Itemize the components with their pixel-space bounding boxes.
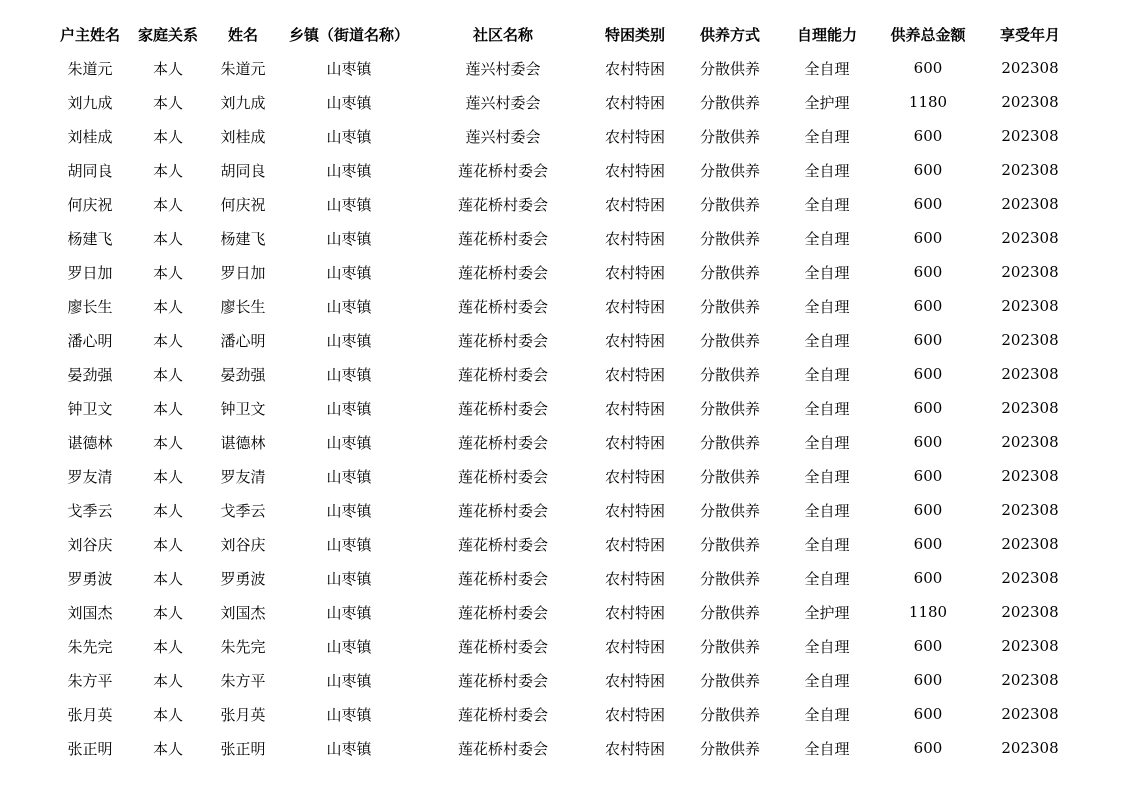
cell-town: 山枣镇 [326, 467, 372, 486]
cell-name: 刘九成 [220, 93, 266, 112]
table-row [50, 119, 1080, 153]
cell-town: 山枣镇 [326, 195, 372, 214]
cell-support-method: 分散供养 [699, 569, 760, 588]
cell-family-relation: 本人 [152, 229, 183, 248]
cell-name: 朱先完 [220, 637, 266, 656]
table-row [50, 459, 1080, 493]
cell-hardship-category: 农村特困 [604, 433, 665, 452]
cell-benefit-month: 202308 [1001, 263, 1059, 281]
cell-support-method: 分散供养 [699, 637, 760, 656]
cell-support-amount: 600 [913, 535, 943, 553]
cell-name: 罗日加 [220, 263, 266, 282]
cell-support-amount: 600 [913, 569, 943, 587]
cell-benefit-month: 202308 [1001, 671, 1059, 689]
cell-self-care-ability: 全自理 [804, 569, 850, 588]
cell-family-relation: 本人 [152, 195, 183, 214]
cell-name: 罗勇波 [220, 569, 266, 588]
cell-community: 莲花桥村委会 [457, 161, 548, 180]
header-family-relation: 家庭关系 [137, 25, 198, 44]
header-hardship-category: 特困类别 [604, 25, 665, 44]
cell-community: 莲花桥村委会 [457, 535, 548, 554]
cell-support-method: 分散供养 [699, 399, 760, 418]
cell-hardship-category: 农村特困 [604, 229, 665, 248]
cell-self-care-ability: 全自理 [804, 467, 850, 486]
cell-benefit-month: 202308 [1001, 705, 1059, 723]
header-support-method: 供养方式 [699, 25, 760, 44]
cell-self-care-ability: 全自理 [804, 365, 850, 384]
cell-benefit-month: 202308 [1001, 93, 1059, 111]
cell-benefit-month: 202308 [1001, 399, 1059, 417]
cell-name: 朱道元 [220, 59, 266, 78]
cell-hardship-category: 农村特困 [604, 263, 665, 282]
table-row [50, 153, 1080, 187]
cell-community: 莲花桥村委会 [457, 195, 548, 214]
cell-household-head-name: 廖长生 [67, 297, 113, 316]
cell-community: 莲兴村委会 [465, 59, 541, 78]
table-row [50, 51, 1080, 85]
cell-hardship-category: 农村特困 [604, 127, 665, 146]
cell-community: 莲兴村委会 [465, 127, 541, 146]
cell-family-relation: 本人 [152, 399, 183, 418]
cell-community: 莲花桥村委会 [457, 467, 548, 486]
cell-household-head-name: 张月英 [67, 705, 113, 724]
cell-town: 山枣镇 [326, 705, 372, 724]
cell-community: 莲花桥村委会 [457, 297, 548, 316]
cell-support-method: 分散供养 [699, 467, 760, 486]
cell-self-care-ability: 全自理 [804, 433, 850, 452]
cell-household-head-name: 罗勇波 [67, 569, 113, 588]
cell-self-care-ability: 全自理 [804, 297, 850, 316]
cell-support-method: 分散供养 [699, 331, 760, 350]
cell-family-relation: 本人 [152, 739, 183, 758]
cell-hardship-category: 农村特困 [604, 569, 665, 588]
cell-town: 山枣镇 [326, 229, 372, 248]
cell-household-head-name: 刘桂成 [67, 127, 113, 146]
cell-community: 莲花桥村委会 [457, 705, 548, 724]
cell-household-head-name: 罗日加 [67, 263, 113, 282]
cell-household-head-name: 刘九成 [67, 93, 113, 112]
cell-support-amount: 600 [913, 433, 943, 451]
cell-hardship-category: 农村特困 [604, 603, 665, 622]
cell-family-relation: 本人 [152, 297, 183, 316]
cell-benefit-month: 202308 [1001, 161, 1059, 179]
cell-household-head-name: 谌德林 [67, 433, 113, 452]
table-row [50, 357, 1080, 391]
cell-name: 何庆祝 [220, 195, 266, 214]
cell-self-care-ability: 全自理 [804, 535, 850, 554]
cell-household-head-name: 朱道元 [67, 59, 113, 78]
cell-household-head-name: 张正明 [67, 739, 113, 758]
cell-community: 莲花桥村委会 [457, 229, 548, 248]
cell-support-amount: 600 [913, 263, 943, 281]
cell-town: 山枣镇 [326, 671, 372, 690]
cell-family-relation: 本人 [152, 705, 183, 724]
cell-household-head-name: 胡同良 [67, 161, 113, 180]
cell-family-relation: 本人 [152, 637, 183, 656]
table-row [50, 697, 1080, 731]
cell-self-care-ability: 全自理 [804, 637, 850, 656]
cell-family-relation: 本人 [152, 569, 183, 588]
cell-family-relation: 本人 [152, 603, 183, 622]
cell-hardship-category: 农村特困 [604, 501, 665, 520]
cell-support-amount: 600 [913, 671, 943, 689]
cell-name: 刘桂成 [220, 127, 266, 146]
cell-benefit-month: 202308 [1001, 467, 1059, 485]
cell-town: 山枣镇 [326, 127, 372, 146]
cell-benefit-month: 202308 [1001, 331, 1059, 349]
cell-support-method: 分散供养 [699, 739, 760, 758]
cell-benefit-month: 202308 [1001, 535, 1059, 553]
cell-household-head-name: 罗友清 [67, 467, 113, 486]
cell-hardship-category: 农村特困 [604, 671, 665, 690]
cell-community: 莲花桥村委会 [457, 365, 548, 384]
cell-community: 莲花桥村委会 [457, 671, 548, 690]
cell-support-method: 分散供养 [699, 501, 760, 520]
cell-self-care-ability: 全自理 [804, 127, 850, 146]
table-row [50, 493, 1080, 527]
cell-benefit-month: 202308 [1001, 603, 1059, 621]
cell-self-care-ability: 全自理 [804, 229, 850, 248]
cell-support-method: 分散供养 [699, 365, 760, 384]
cell-hardship-category: 农村特困 [604, 195, 665, 214]
header-support-amount: 供养总金额 [890, 25, 966, 44]
cell-self-care-ability: 全自理 [804, 331, 850, 350]
table-row [50, 85, 1080, 119]
table-header-row [50, 17, 1080, 51]
cell-benefit-month: 202308 [1001, 501, 1059, 519]
cell-name: 刘国杰 [220, 603, 266, 622]
cell-family-relation: 本人 [152, 161, 183, 180]
cell-community: 莲花桥村委会 [457, 501, 548, 520]
cell-hardship-category: 农村特困 [604, 331, 665, 350]
cell-support-method: 分散供养 [699, 705, 760, 724]
cell-family-relation: 本人 [152, 535, 183, 554]
cell-household-head-name: 杨建飞 [67, 229, 113, 248]
cell-support-amount: 1180 [908, 603, 948, 621]
cell-town: 山枣镇 [326, 569, 372, 588]
cell-hardship-category: 农村特困 [604, 365, 665, 384]
cell-family-relation: 本人 [152, 93, 183, 112]
cell-hardship-category: 农村特困 [604, 93, 665, 112]
cell-self-care-ability: 全自理 [804, 501, 850, 520]
cell-town: 山枣镇 [326, 739, 372, 758]
cell-name: 廖长生 [220, 297, 266, 316]
cell-family-relation: 本人 [152, 365, 183, 384]
cell-hardship-category: 农村特困 [604, 705, 665, 724]
header-household-head-name: 户主姓名 [59, 25, 120, 44]
cell-support-method: 分散供养 [699, 229, 760, 248]
table-row [50, 221, 1080, 255]
cell-hardship-category: 农村特困 [604, 535, 665, 554]
header-community: 社区名称 [472, 25, 533, 44]
table-row [50, 527, 1080, 561]
table-row [50, 425, 1080, 459]
table-row [50, 289, 1080, 323]
cell-community: 莲花桥村委会 [457, 637, 548, 656]
cell-benefit-month: 202308 [1001, 229, 1059, 247]
cell-benefit-month: 202308 [1001, 59, 1059, 77]
cell-benefit-month: 202308 [1001, 433, 1059, 451]
table-row [50, 323, 1080, 357]
cell-benefit-month: 202308 [1001, 569, 1059, 587]
cell-support-amount: 600 [913, 195, 943, 213]
cell-household-head-name: 晏劲强 [67, 365, 113, 384]
table-body [50, 51, 1080, 765]
cell-name: 杨建飞 [220, 229, 266, 248]
cell-benefit-month: 202308 [1001, 637, 1059, 655]
cell-self-care-ability: 全护理 [804, 93, 850, 112]
cell-support-method: 分散供养 [699, 433, 760, 452]
cell-household-head-name: 刘谷庆 [67, 535, 113, 554]
header-name: 姓名 [227, 25, 258, 44]
table-row [50, 391, 1080, 425]
cell-town: 山枣镇 [326, 365, 372, 384]
cell-family-relation: 本人 [152, 467, 183, 486]
cell-benefit-month: 202308 [1001, 195, 1059, 213]
cell-household-head-name: 戈季云 [67, 501, 113, 520]
cell-support-method: 分散供养 [699, 127, 760, 146]
cell-town: 山枣镇 [326, 59, 372, 78]
cell-town: 山枣镇 [326, 535, 372, 554]
cell-name: 潘心明 [220, 331, 266, 350]
cell-benefit-month: 202308 [1001, 365, 1059, 383]
cell-family-relation: 本人 [152, 501, 183, 520]
cell-household-head-name: 何庆祝 [67, 195, 113, 214]
header-self-care-ability: 自理能力 [796, 25, 857, 44]
cell-benefit-month: 202308 [1001, 739, 1059, 757]
cell-hardship-category: 农村特困 [604, 161, 665, 180]
cell-self-care-ability: 全自理 [804, 399, 850, 418]
table-row [50, 629, 1080, 663]
cell-town: 山枣镇 [326, 637, 372, 656]
table-row [50, 663, 1080, 697]
table-row [50, 561, 1080, 595]
cell-household-head-name: 刘国杰 [67, 603, 113, 622]
cell-household-head-name: 朱先完 [67, 637, 113, 656]
cell-support-method: 分散供养 [699, 603, 760, 622]
cell-support-amount: 600 [913, 297, 943, 315]
cell-community: 莲花桥村委会 [457, 603, 548, 622]
cell-self-care-ability: 全自理 [804, 195, 850, 214]
cell-support-method: 分散供养 [699, 93, 760, 112]
cell-community: 莲花桥村委会 [457, 569, 548, 588]
document-page [50, 17, 1080, 765]
cell-community: 莲花桥村委会 [457, 263, 548, 282]
cell-support-amount: 600 [913, 501, 943, 519]
cell-hardship-category: 农村特困 [604, 637, 665, 656]
cell-support-method: 分散供养 [699, 59, 760, 78]
cell-self-care-ability: 全自理 [804, 161, 850, 180]
cell-name: 晏劲强 [220, 365, 266, 384]
cell-town: 山枣镇 [326, 93, 372, 112]
cell-support-amount: 600 [913, 637, 943, 655]
cell-support-amount: 600 [913, 739, 943, 757]
cell-town: 山枣镇 [326, 161, 372, 180]
table-row [50, 595, 1080, 629]
cell-self-care-ability: 全自理 [804, 263, 850, 282]
cell-self-care-ability: 全自理 [804, 705, 850, 724]
cell-community: 莲花桥村委会 [457, 399, 548, 418]
support-recipients-table [50, 17, 1080, 765]
cell-name: 朱方平 [220, 671, 266, 690]
cell-name: 张正明 [220, 739, 266, 758]
cell-support-amount: 600 [913, 705, 943, 723]
cell-support-amount: 600 [913, 161, 943, 179]
cell-family-relation: 本人 [152, 433, 183, 452]
cell-support-method: 分散供养 [699, 263, 760, 282]
table-row [50, 731, 1080, 765]
cell-hardship-category: 农村特困 [604, 739, 665, 758]
cell-family-relation: 本人 [152, 59, 183, 78]
header-benefit-month: 享受年月 [999, 25, 1060, 44]
cell-support-method: 分散供养 [699, 161, 760, 180]
cell-support-method: 分散供养 [699, 195, 760, 214]
cell-town: 山枣镇 [326, 297, 372, 316]
cell-name: 戈季云 [220, 501, 266, 520]
cell-town: 山枣镇 [326, 263, 372, 282]
cell-name: 张月英 [220, 705, 266, 724]
cell-family-relation: 本人 [152, 671, 183, 690]
cell-benefit-month: 202308 [1001, 127, 1059, 145]
cell-self-care-ability: 全自理 [804, 739, 850, 758]
cell-self-care-ability: 全护理 [804, 603, 850, 622]
cell-town: 山枣镇 [326, 331, 372, 350]
cell-hardship-category: 农村特困 [604, 297, 665, 316]
cell-self-care-ability: 全自理 [804, 59, 850, 78]
cell-support-amount: 600 [913, 467, 943, 485]
cell-support-amount: 600 [913, 127, 943, 145]
cell-name: 罗友清 [220, 467, 266, 486]
cell-family-relation: 本人 [152, 263, 183, 282]
cell-self-care-ability: 全自理 [804, 671, 850, 690]
cell-family-relation: 本人 [152, 127, 183, 146]
cell-support-amount: 600 [913, 365, 943, 383]
cell-support-method: 分散供养 [699, 671, 760, 690]
cell-hardship-category: 农村特困 [604, 59, 665, 78]
cell-family-relation: 本人 [152, 331, 183, 350]
cell-name: 刘谷庆 [220, 535, 266, 554]
cell-support-method: 分散供养 [699, 297, 760, 316]
cell-community: 莲花桥村委会 [457, 331, 548, 350]
cell-town: 山枣镇 [326, 603, 372, 622]
table-row [50, 255, 1080, 289]
cell-community: 莲兴村委会 [465, 93, 541, 112]
cell-support-amount: 600 [913, 59, 943, 77]
table-row [50, 187, 1080, 221]
cell-support-amount: 600 [913, 331, 943, 349]
cell-name: 胡同良 [220, 161, 266, 180]
cell-town: 山枣镇 [326, 501, 372, 520]
cell-town: 山枣镇 [326, 433, 372, 452]
cell-name: 谌德林 [220, 433, 266, 452]
cell-support-amount: 600 [913, 229, 943, 247]
cell-benefit-month: 202308 [1001, 297, 1059, 315]
cell-household-head-name: 钟卫文 [67, 399, 113, 418]
cell-household-head-name: 朱方平 [67, 671, 113, 690]
cell-town: 山枣镇 [326, 399, 372, 418]
cell-hardship-category: 农村特困 [604, 467, 665, 486]
header-town: 乡镇（街道名称） [288, 25, 409, 44]
cell-hardship-category: 农村特困 [604, 399, 665, 418]
cell-support-method: 分散供养 [699, 535, 760, 554]
cell-community: 莲花桥村委会 [457, 433, 548, 452]
cell-household-head-name: 潘心明 [67, 331, 113, 350]
cell-support-amount: 1180 [908, 93, 948, 111]
cell-support-amount: 600 [913, 399, 943, 417]
cell-community: 莲花桥村委会 [457, 739, 548, 758]
cell-name: 钟卫文 [220, 399, 266, 418]
